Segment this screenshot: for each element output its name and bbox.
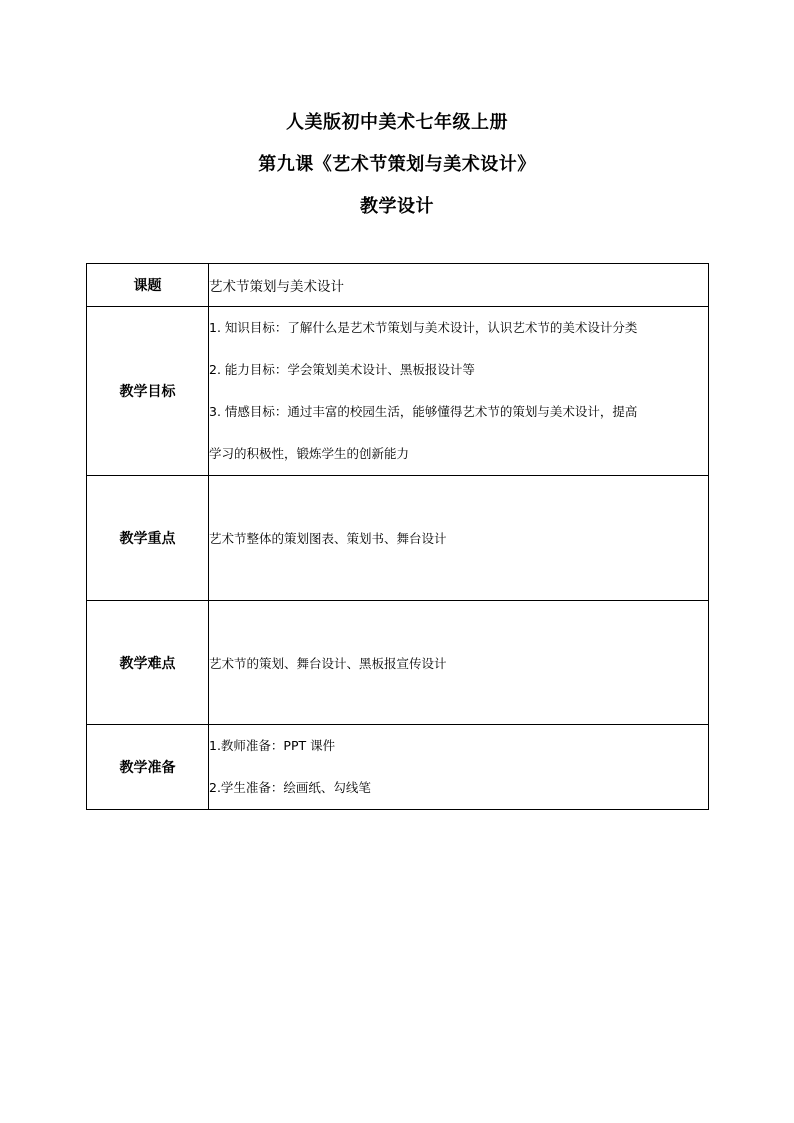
difficulties-label: 教学难点 bbox=[87, 601, 209, 725]
objectives-content bbox=[209, 307, 709, 476]
preparation-teacher: 1.教师准备：PPT 课件 bbox=[209, 738, 336, 753]
table-row-objectives bbox=[87, 307, 709, 476]
preparation-label: 教学准备 bbox=[87, 725, 209, 810]
lesson-plan-table bbox=[86, 263, 709, 810]
objective-knowledge: 1. 知识目标：了解什么是艺术节策划与美术设计，认识艺术节的美术设计分类 bbox=[209, 320, 638, 335]
objectives-label: 教学目标 bbox=[87, 307, 209, 476]
objective-emotion: 3. 情感目标：通过丰富的校园生活，能够懂得艺术节的策划与美术设计，提高 bbox=[209, 404, 638, 419]
difficulties-value: 艺术节的策划、舞台设计、黑板报宣传设计 bbox=[209, 601, 709, 725]
lesson-title: 第九课《艺术节策划与美术设计》 bbox=[258, 154, 536, 175]
table-row-preparation bbox=[87, 725, 709, 810]
book-title: 人美版初中美术七年级上册 bbox=[286, 112, 508, 133]
table-row-key-points bbox=[87, 476, 709, 601]
document-header bbox=[0, 102, 794, 228]
table-row-difficulties bbox=[87, 601, 709, 725]
table-row-topic bbox=[87, 264, 709, 307]
key-points-label: 教学重点 bbox=[87, 476, 209, 601]
objective-emotion-continued: 学习的积极性，锻炼学生的创新能力 bbox=[209, 446, 410, 461]
document-type-title: 教学设计 bbox=[360, 196, 434, 217]
key-points-value: 艺术节整体的策划图表、策划书、舞台设计 bbox=[209, 476, 709, 601]
objective-ability: 2. 能力目标：学会策划美术设计、黑板报设计等 bbox=[209, 362, 475, 377]
topic-label: 课题 bbox=[87, 264, 209, 307]
topic-value: 艺术节策划与美术设计 bbox=[209, 264, 709, 307]
preparation-content bbox=[209, 725, 709, 810]
preparation-student: 2.学生准备：绘画纸、勾线笔 bbox=[209, 780, 371, 795]
